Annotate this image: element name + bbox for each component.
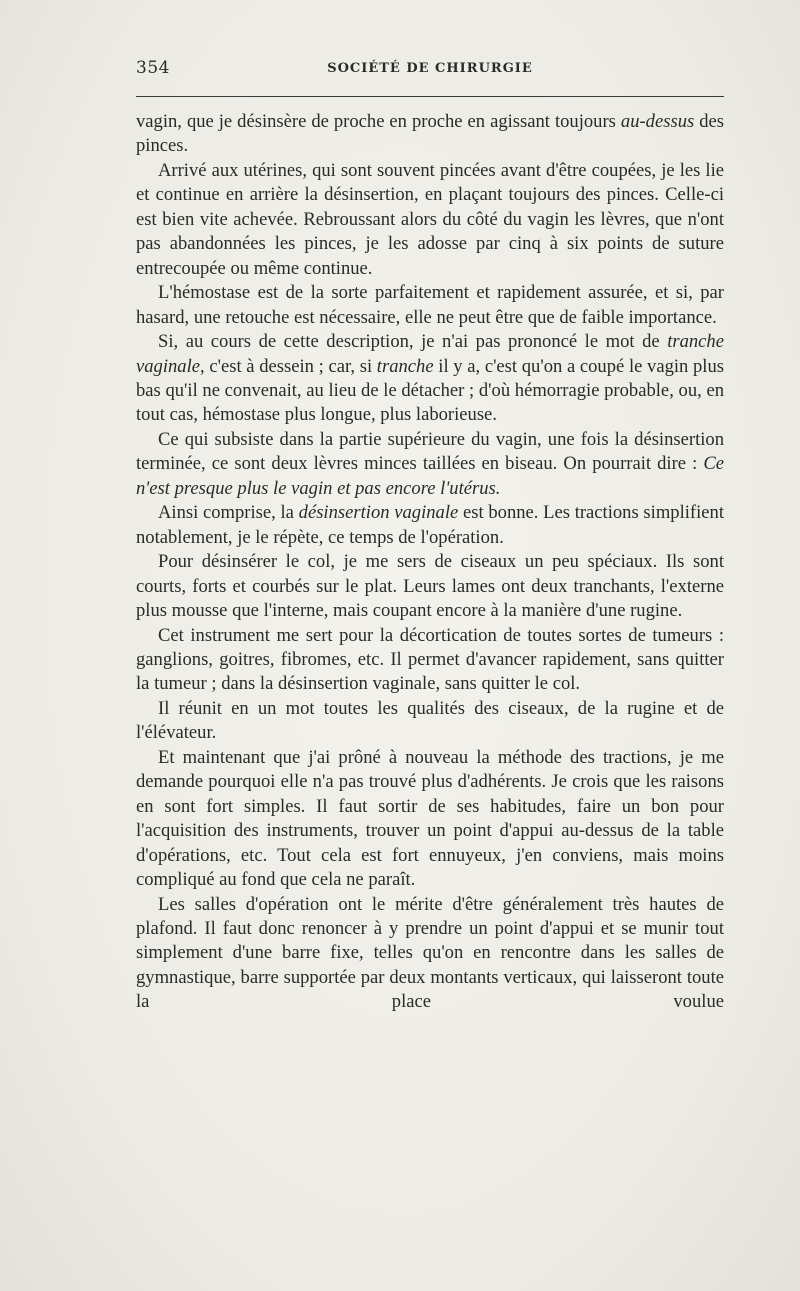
text-run: Il réunit en un mot toutes les qualités des ciseaux, de la rugine et de l'élévateur.	[136, 697, 724, 744]
page-number: 354	[136, 58, 170, 78]
header-rule	[136, 96, 724, 97]
paragraph	[136, 746, 724, 893]
text-run: , c'est à dessein ; car, si	[200, 355, 377, 377]
italic-text: tranche vaginale	[136, 331, 724, 377]
paragraph	[136, 550, 724, 623]
body-text	[136, 110, 724, 1015]
page-header	[136, 58, 724, 82]
italic-text: tranche	[376, 355, 434, 377]
text-run: Et maintenant que j'ai prôné à nouveau la méthode des tractions, je me demande pourquoi elle n'a pas trouvé plus d'adhérents. Je crois que les raisons en sont fort simples. Il faut sortir de ses habitudes, faire un bon pour l'acquisition des instruments, trouver un point d'appui au-dessus de la table d'opérations, etc. Tout cela est fort ennuyeux, j'en conviens, mais moins compliqué au fond que cela ne paraît.	[136, 746, 724, 891]
paragraph	[136, 624, 724, 697]
paragraph	[136, 428, 724, 501]
text-run: il y a, c'est qu'on a coupé le vagin plus bas qu'il ne convenait, au lieu de le détacher ; d'où hémorragie probable, ou, en tout cas, hémostase plus longue, plus laborieuse.	[136, 355, 725, 426]
italic-text: au-dessus	[620, 111, 695, 132]
paragraph	[136, 110, 724, 159]
text-run: Si, au cours de cette description, je n'ai pas prononcé le mot de	[158, 331, 668, 353]
text-run: Cet instrument me sert pour la décortication de toutes sortes de tumeurs : ganglions, goitres, fibromes, etc. Il permet d'avancer rapidement, sans quitter la tumeur ; dans la désinsertion vaginale, sans quitter le col.	[136, 624, 724, 695]
paragraph	[136, 159, 724, 281]
text-run: Ce qui subsiste dans la partie supérieure du vagin, une fois la désinsertion terminée, ce sont deux lèvres minces taillées en biseau. On pourrait dire :	[136, 428, 724, 475]
text-run: L'hémostase est de la sorte parfaitement et rapidement assurée, et si, par hasard, une retouche est nécessaire, elle ne peut être que de faible importance.	[136, 282, 724, 328]
text-run: est bonne. Les tractions simplifient notablement, je le répète, ce temps de l'opération.	[136, 502, 724, 548]
text-run: des pinces.	[136, 111, 725, 157]
text-run: Ainsi comprise, la	[158, 502, 299, 524]
paragraph	[136, 697, 724, 746]
text-run: Arrivé aux utérines, qui sont souvent pincées avant d'être coupées, je les lie et continue en arrière la désinsertion, en plaçant toujours des pinces. Celle-ci est bien vite achevée. Rebroussant alors du côté du vagin les lèvres, que n'ont pas abandonnées les pinces, je les adosse par cinq à six points de suture entrecoupée ou même continue.	[136, 159, 724, 279]
text-run: Les salles d'opération ont le mérite d'être généralement très hautes de plafond. Il faut donc renoncer à y prendre un point d'appui et se munir tout simplement d'une barre fixe, telles qu'on en rencontre dans les salles de gymnastique, barre supportée par deux montants verticaux, qui laisseront toute la place voulue	[136, 893, 724, 1013]
paragraph	[136, 330, 724, 428]
paragraph	[136, 501, 724, 550]
text-run: Pour désinsérer le col, je me sers de ciseaux un peu spéciaux. Ils sont courts, forts et courbés sur le plat. Leurs lames ont deux tranchants, l'externe plus mousse que l'interne, mais coupant encore à la manière d'une rugine.	[136, 551, 724, 622]
italic-text: Ce n'est presque plus le vagin et pas encore l'utérus.	[136, 453, 724, 499]
italic-text: désinsertion vaginale	[298, 502, 459, 524]
text-run: vagin, que je désinsère de proche en proche en agissant toujours	[136, 111, 621, 132]
paragraph	[136, 893, 724, 1015]
paragraph	[136, 281, 724, 330]
running-title: SOCIÉTÉ DE CHIRURGIE	[327, 61, 533, 76]
